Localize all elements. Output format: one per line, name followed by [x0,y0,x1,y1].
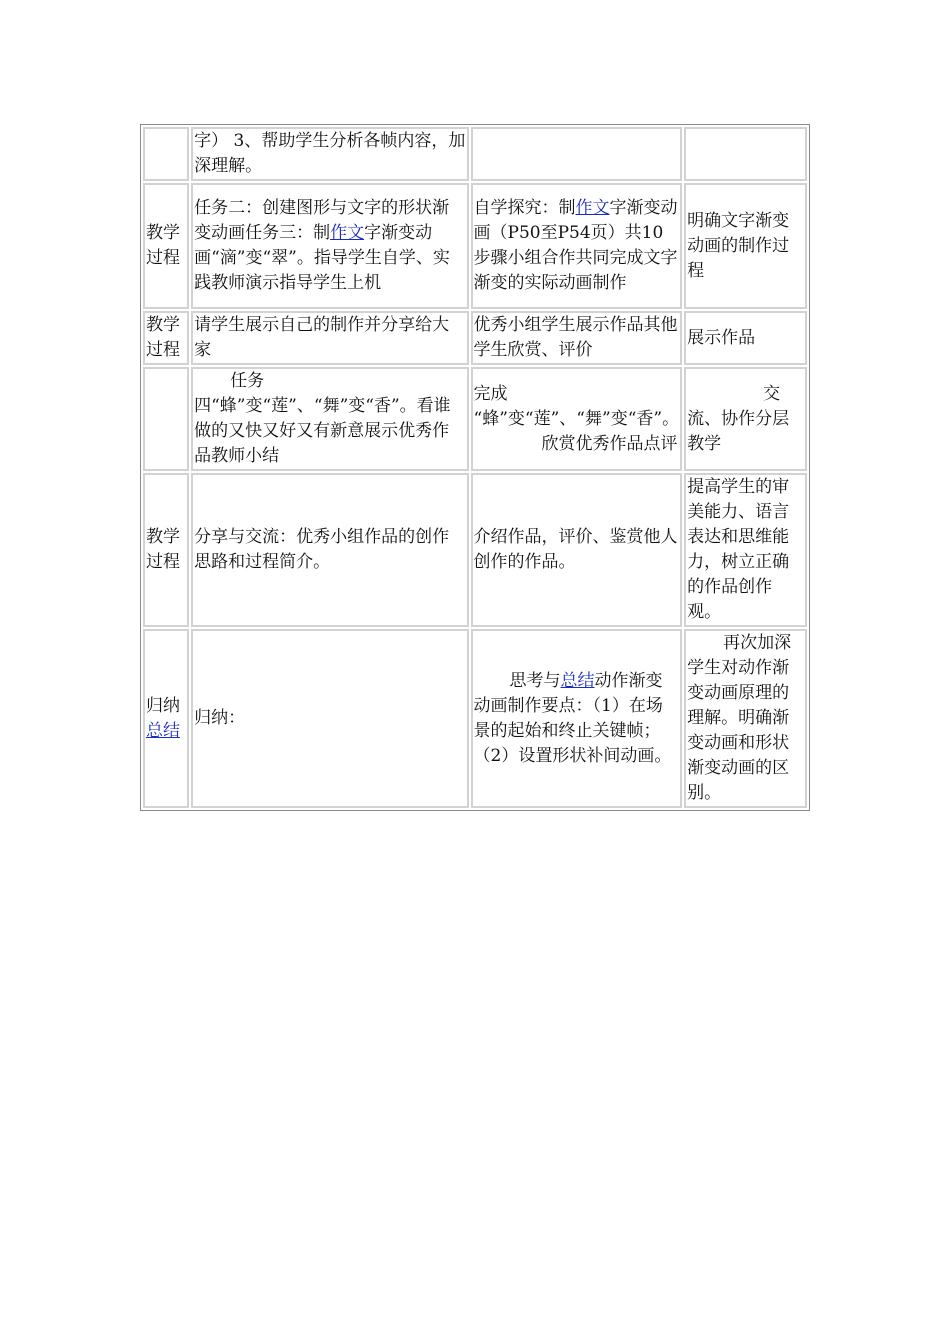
cell-text: 思考与 [509,670,561,691]
design-intent-cell: 提高学生的审美能力、语言表达和思维能力，树立正确的作品创作观。 [684,473,807,627]
cell-text: 任务二：创建图形与文字的形状渐变动画任务三：制 [194,198,450,243]
design-intent-cell [684,127,807,181]
teacher-activity-cell [191,183,468,309]
row-label-cell [143,367,189,471]
student-activity-cell [471,629,683,808]
table-row [143,127,807,181]
zongjie-link[interactable]: 总结 [560,670,595,691]
lesson-plan-table [140,124,810,811]
cell-text: 完成 “蜂”变“莲”、“舞”变“香”。 [473,383,680,429]
row-label-cell: 教学过程 [143,311,189,365]
student-activity-cell [471,367,683,471]
student-activity-cell: 介绍作品，评价、鉴赏他人创作的作品。 [471,473,683,627]
cell-text: 归纳 [146,695,180,716]
cell-text: 字渐变动画“滴”变“翠”。指导学生自学、实践教师演示指导学生上机 [194,223,450,293]
cell-text: 欣赏优秀作品点评 [541,433,678,454]
table-row [143,473,807,627]
design-intent-cell: 明确文字渐变动画的制作过程 [684,183,807,309]
teacher-activity-cell: 任务四“蜂”变“莲”、“舞”变“香”。看谁做的又快又好又有新意展示优秀作品教师小结 [191,367,468,471]
design-intent-cell: 再次加深学生对动作渐变动画原理的理解。明确渐变动画和形状渐变动画的区别。 [684,629,807,808]
row-label-cell [143,629,189,808]
teacher-activity-cell: 分享与交流：优秀小组作品的创作思路和过程简介。 [191,473,468,627]
teacher-activity-cell: 字） 3、帮助学生分析各帧内容，加深理解。 [191,127,468,181]
zuowen-link[interactable]: 作文 [575,198,610,218]
student-activity-cell [471,183,683,309]
design-intent-cell: 展示作品 [684,311,807,365]
zuowen-link[interactable]: 作文 [330,223,365,243]
row-label-cell: 教学过程 [143,183,189,309]
row-label-cell [143,127,189,181]
table-row [143,311,807,365]
cell-text: 字渐变动画（P50至P54页）共10步骤小组合作共同完成文字渐变的实际动画制作 [473,198,678,293]
zongjie-link[interactable]: 总结 [146,720,180,741]
student-activity-cell: 优秀小组学生展示作品其他学生欣赏、评价 [471,311,683,365]
table-row [143,367,807,471]
table-row [143,183,807,309]
cell-text: 自学探究：制 [473,198,576,218]
cell-text: 动作渐变动画制作要点：（1）在场景的起始和终止关键帧；（2）设置形状补间动画。 [473,670,672,766]
teacher-activity-cell: 归纳： [191,629,468,808]
table-row [143,629,807,808]
row-label-cell: 教学过程 [143,473,189,627]
teacher-activity-cell: 请学生展示自己的制作并分享给大家 [191,311,468,365]
student-activity-cell [471,127,683,181]
design-intent-cell: 交流、协作分层教学 [684,367,807,471]
